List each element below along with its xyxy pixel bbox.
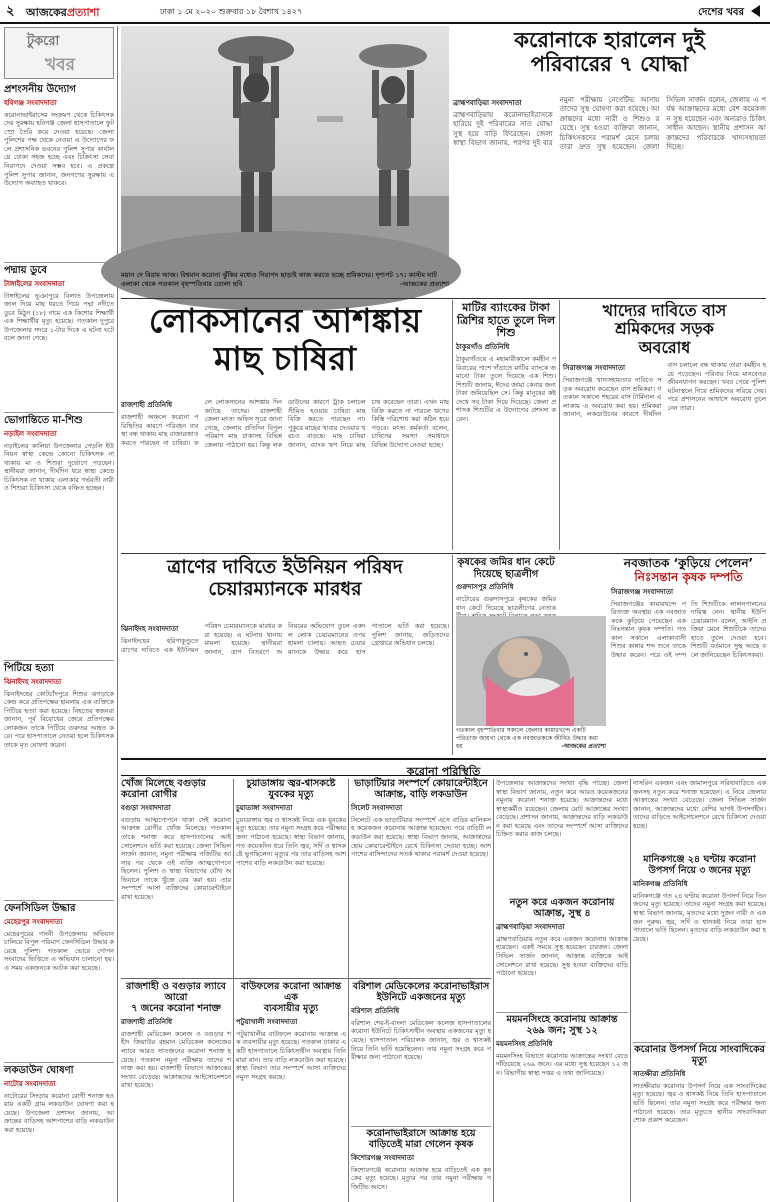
mymensingh-headline — [496, 1015, 628, 1037]
corona-col2-text: চুয়াডাঙ্গায় জ্বর ও শ্বাসকষ্ট নিয়ে এক যুবকের মৃত্যু হয়েছে। তার নমুনা সংগ্রহ করে পরীক্ষার জন্য পাঠানো হয়েছে। স্বাস্থ্য বিভাগ জানায়, গত কয়েকদিন ধরে তিনি জ্বর, সর্দি ও শ্বাসকষ্টে ভুগছিলেন। মৃত্যুর পর তার বাড়িসহ আশপাশের বাড়ি লকডাউন করা হয়েছে। — [236, 815, 346, 867]
ration-byline: ঝিনাইদহ সংবাদদাতা — [121, 625, 179, 633]
bank-text: ঠাকুরগাঁওয়ে এ মহামারীকালে কর্মহীন পরিবারের পাশে দাঁড়াতে মাটির ব্যাংকে জমানো টাকা তুলে দিয়েছে এক শিশু। শিশুটি জানায়, ঈদের জামা কেনার জন্য টাকা জমিয়েছিল সে। কিন্তু মানুষের কষ্ট দেখে সব টাকা দিয়ে দিয়েছে। জেলা প্রশাসক শিশুটির এ উদ্যোগের প্রশংসা করেন। — [456, 354, 556, 423]
workers-title-line2: শ্রমিকদের সড়ক — [615, 319, 714, 339]
bank-divider — [559, 300, 560, 550]
baul-title-line2: ব্যবসায়ীর মৃত্যু — [263, 1002, 319, 1014]
barishal-title-line2: ইউনিটে একজনের মৃত্যু — [376, 991, 466, 1003]
mymensingh-title-line1: ময়মনসিংহে করোনায় আক্রান্ত — [506, 1014, 618, 1025]
lead-body — [453, 96, 766, 294]
sidebar-badge — [4, 27, 114, 79]
new-cases-title-line2: আক্রান্ত, সুস্থ ৪ — [533, 907, 591, 919]
middle-rule — [121, 553, 766, 554]
baby-photo — [456, 616, 606, 726]
farmer-headline — [351, 1129, 491, 1151]
baby-caption-text: গতকাল বৃহস্পতিবার সকালে জেলার কামারখন্দে একটি পরিত্যক্ত জায়গা থেকে এক নবজাতককে জীবিত উদ্ধার করা হয় — [456, 727, 598, 751]
caption-text: ময়ান দে বিরাম আজ। বিশ্বমান করোনা ঝুঁকির মধ্যেও নিরাপদ ছাড়াই কাজ করতে হচ্ছে শ্রমিকদের। দৃশ্যপট ১৭: কাস্টম ঘাট এলাকা থেকে গতকাল বৃহস্পতিবার তোলা ছবি — [121, 271, 437, 288]
fish-divider — [452, 300, 453, 550]
baul-headline — [236, 982, 346, 1015]
sidebar-item-title: ফেনসিডিল উদ্ধার — [4, 903, 76, 914]
lead-headline — [453, 28, 766, 92]
corona-divider-4 — [630, 779, 631, 1202]
corona-section-title: করোনা পরিস্থিতি — [406, 765, 481, 778]
manik-title-line1: মানিকগঞ্জে ২৪ ঘণ্টায় করোনা — [643, 854, 756, 865]
workers-story — [563, 302, 766, 550]
sidebar-item-title: লকডাউন ঘোষণা — [4, 1065, 74, 1076]
corona-col4 — [496, 779, 628, 895]
sidebar-item — [4, 84, 114, 262]
paper-name — [26, 4, 99, 23]
workers-columns — [563, 361, 766, 533]
rajshahi-story — [121, 982, 231, 1202]
new-cases-byline: ব্রাহ্মণবাড়িয়া সংবাদদাতা — [496, 922, 565, 931]
mymensingh-byline: ময়মনসিংহ প্রতিনিধি — [496, 1039, 553, 1048]
fish-title-line2: মাছ চাষিরা — [213, 338, 357, 378]
paper-name-main: আজকের — [26, 6, 67, 19]
lead-text: ব্রাহ্মণবাড়িয়ায় করোনাভাইরাসকে হারিয়ে দুই পরিবারের সাত যোদ্ধা সুস্থ হয়ে বাড়ি ফিরেছেন। জেলা স্বাস্থ্য বিভাগ জানায়, পরপর দুই বার নমুনা পরীক্ষায় নেগেটিভ আসায় তাদের সুস্থ ঘোষণা করা হয়েছে। আক্রান্তদের মধ্যে নারী ও শিশুও রয়েছে। সুস্থ হওয়া ব্যক্তিরা জানান, চিকিৎসকদের পরামর্শ মেনে চলায় তারা দ্রুত সুস্থ হয়েছেন। জেলা সিভিল সার্জন বলেন, জেলায় এ পর্যন্ত আক্রান্তদের মধ্যে বেশ কয়েকজন সুস্থ হয়েছেন এবং অন্যরাও চিকিৎসাধীন আছেন। স্থানীয় প্রশাসন আক্রান্তদের পরিবারকে খাদ্যসহায়তা দিচ্ছে। — [453, 96, 766, 151]
journalist-title: করোনার উপসর্গ নিয়ে সাংবাদিকের মৃত্যু — [634, 1044, 765, 1066]
sidebar-item-text: মেহেরপুরের গাংনী উপজেলায় অভিযান চালিয়ে বিপুল পরিমাণ ফেনসিডিল উদ্ধার করেছে পুলিশ। গতকাল ভোরে গোপন সংবাদের ভিত্তিতে এ অভিযান চালানো হয়। এ সময় একজনকে আটক করা হয়েছে। — [4, 929, 114, 972]
baul-text: পটুয়াখালীর বাউফলে করোনায় আক্রান্ত এক ব্যবসায়ীর মৃত্যু হয়েছে। গতকাল ঢাকার একটি হাসপাতালে চিকিৎসাধীন অবস্থায় তিনি মারা যান। তার বাড়ি লকডাউন করা হয়েছে। স্বাস্থ্য বিভাগ তার সংস্পর্শে আসা ব্যক্তিদের নমুনা সংগ্রহ করছে। — [236, 1029, 346, 1081]
corona-col1-title: খোঁজ মিলেছে বগুড়ার করোনা রোগীর — [121, 778, 206, 800]
section-name: দেশের খবর — [698, 7, 744, 18]
dateline: ঢাকা ১ মে ২০২০ শুক্রবার ১৮ বৈশাখ ১৪২৭ — [160, 7, 303, 16]
badge-top: টুকরো — [27, 34, 60, 49]
sidebar-item — [4, 412, 114, 660]
rajshahi-byline: রাজশাহী প্রতিনিধি — [121, 1017, 173, 1026]
workers-headline — [563, 302, 766, 357]
sidebar-item — [4, 660, 114, 900]
baby-photo-art — [456, 616, 606, 726]
farmer-title-line2: বাড়িতেই মারা গেলেন কৃষক — [368, 1138, 474, 1150]
baul-story — [236, 982, 346, 1202]
baby-title-line1: নবজাতক ‘কুড়িয়ে পেলেন’ — [623, 556, 754, 570]
harvest-byline: গুরুদাসপুর প্রতিনিধি — [456, 583, 514, 591]
lead-title-line1: করোনাকে হারালেন দুই — [514, 28, 705, 52]
baul-byline: পটুয়াখালী সংবাদদাতা — [236, 1017, 298, 1026]
new-cases-headline — [496, 898, 628, 920]
corona-col1-text: বগুড়ায় আত্মগোপনে থাকা সেই করোনা আক্রান্ত রোগীর খোঁজ মিলেছে। গতকাল তাকে শনাক্ত করে হাসপাতালের আইসোলেশনে ভর্তি করা হয়েছে। জেলা সিভিল সার্জন জানান, নমুনা পরীক্ষায় পজিটিভ আসার পর থেকে ওই ব্যক্তি আত্মগোপনে ছিলেন। পুলিশ ও স্বাস্থ্য বিভাগের যৌথ অভিযানে তাকে খুঁজে বের করা হয়। তার সংস্পর্শে আসা ব্যক্তিদের কোয়ারেন্টাইনে রাখা হয়েছে। — [121, 815, 231, 902]
workers-text: সিরাজগঞ্জে খাদ্যসহায়তার দাবিতে সড়ক অবরোধ করেছেন বাস শ্রমিকরা। গতকাল সকালে শহরের বাস টার্মিনাল এলাকায় এ অবরোধ করা হয়। শ্রমিকরা জানান, লকডাউনের কারণে দীর্ঘদিন বাস চলাচল বন্ধ থাকায় তারা কর্মহীন হয়ে পড়েছেন। পরিবার নিয়ে মানবেতর জীবনযাপন করছেন। খবর পেয়ে পুলিশ ঘটনাস্থলে গিয়ে শ্রমিকদের সরিয়ে দেয়। পরে প্রশাসনের আশ্বাসে অবরোধ তুলে নেন তারা। — [563, 361, 766, 419]
sidebar-item — [4, 262, 114, 412]
workers-byline: সিরাজগঞ্জ সংবাদদাতা — [563, 364, 626, 373]
bank-title: মাটির ব্যাংকের টাকা ত্রিশির হাতে তুলে দিল শিশু — [456, 301, 556, 340]
bank-story — [456, 302, 556, 550]
corona-inner-rule — [121, 978, 491, 979]
sidebar-item-text: ঝিনাইদহের কোটচাঁদপুরে শিশুর ঝগড়াকে কেন্দ্র করে প্রতিপক্ষের হামলায় এক ব্যক্তিকে পিটিয়ে হত্যা করা হয়েছে। নিহতের স্বজনরা জানান, পূর্ব বিরোধের জেরে প্রতিপক্ষের লোকজন তাকে পিটিয়ে গুরুতর আহত করে। পরে হাসপাতালে নেওয়া হলে চিকিৎসক তাকে মৃত ঘোষণা করেন। — [4, 689, 114, 749]
workers-photo-art — [121, 26, 449, 270]
lead-byline: ব্রাহ্মণবাড়িয়া সংবাদদাতা — [453, 99, 522, 107]
farmer-story — [351, 1126, 491, 1202]
fish-body — [121, 398, 449, 550]
fish-byline: রাজশাহী প্রতিনিধি — [121, 401, 173, 409]
manik-byline: মানিকগঞ্জ প্রতিনিধি — [633, 879, 688, 888]
corona-col2-title: চুয়াডাঙ্গায় জ্বর-শ্বাসকষ্টে যুবকের মৃত্যু — [246, 778, 336, 800]
journalist-story — [633, 1042, 766, 1202]
sidebar-news — [4, 84, 114, 1202]
harvest-title: কৃষকের জমির ধান কেটে দিয়েছে ছাত্রলীগ — [457, 557, 555, 580]
mymensingh-text: ময়মনসিংহ বিভাগে করোনায় আক্রান্তের সংখ্যা বেড়ে দাঁড়িয়েছে ২৬৯ জনে। এর মধ্যে সুস্থ হয়েছেন ১২ জন। বিভাগীয় স্বাস্থ্য দপ্তর এ তথ্য জানিয়েছে। — [496, 1051, 628, 1077]
sidebar-item-title: প্রশংসনীয় উদ্যোগ — [4, 84, 76, 95]
baby-text: সিরাজগঞ্জের কামারখন্দে পরিত্যক্ত অবস্থায় এক নবজাতককে কুড়িয়ে পেয়েছেন এক নিঃসন্তান কৃষক দম্পতি। গতকাল সকালে এলাকাবাসী শিশুর কান্নার শব্দ শুনে তাকে উদ্ধার করেন। পরে ওই দম্পতি শিশুটিকে লালনপালনের দায়িত্ব নেন। স্থানীয় ইউপি চেয়ারম্যান বলেন, আইনি প্রক্রিয়া মেনে শিশুটিকে তাদের হাতে তুলে দেওয়া হবে। শিশুটি বর্তমানে সুস্থ আছে বলে জানিয়েছেন চিকিৎসকরা। — [611, 599, 766, 660]
farmer-text: কিশোরগঞ্জে করোনায় আক্রান্ত হয়ে বাড়িতেই এক কৃষকের মৃত্যু হয়েছে। মৃত্যুর পর তার নমুনা পরীক্ষায় পজিটিভ আসে। — [351, 1165, 491, 1191]
manik-title-line2: উপসর্গ নিয়ে ৩ জনের মৃত্যু — [648, 864, 751, 876]
baby-headline — [611, 557, 766, 585]
mymensingh-story — [496, 1012, 628, 1202]
sidebar-item-byline: টাঙ্গাইলের সংবাদদাতা — [4, 279, 65, 288]
baby-byline: সিরাজগঞ্জ সংবাদদাতা — [611, 587, 674, 596]
corona-divider-3 — [493, 779, 494, 1202]
baul-title-line1: বাউফলের করোনা আক্রান্ত এক — [240, 981, 342, 1003]
ration-title-line2: চেয়ারম্যানকে মারধর — [208, 577, 362, 600]
sidebar-item-byline: হবিগঞ্জ সংবাদদাতা — [4, 98, 57, 107]
section-arrow-icon — [751, 5, 760, 17]
fish-text: রাজশাহী অঞ্চলে করোনা পরিস্থিতির কারণে পরিবহন ব্যবস্থা বন্ধ থাকায় মাছ বাজারজাত করতে পারছেন না চাষিরা। ফলে লোকসানের আশঙ্কায় দিন কাটছে তাদের। রাজশাহী জেলা মৎস্য অফিস সূত্রে জানা গেছে, জেলায় প্রতিদিন বিপুল পরিমাণ মাছ ঢাকাসহ বিভিন্ন জেলায় পাঠানো হয়। কিন্তু লকডাউনের কারণে ট্রাক চলাচল সীমিত হওয়ায় চাষিরা মাছ বিক্রি করতে পারছেন না। পুকুরে মাছের খাবার দেওয়ার খরচও বাড়ছে। মাছ চাষিরা জানান, ব্যাংক ঋণ নিয়ে মাছ চাষ করেছেন তারা। এখন মাছ বিক্রি করতে না পারলে ঋণের কিস্তি পরিশোধ করা কঠিন হয়ে পড়বে। মৎস্য কর্মকর্তা বলেন, চাষিদের সমস্যা সমাধানে বিভিন্ন উদ্যোগ নেওয়া হচ্ছে। — [121, 398, 449, 449]
baby-title-line2: নিঃসন্তান কৃষক দম্পতি — [634, 569, 743, 584]
new-cases-title-line1: নতুন করে একজন করোনায় — [509, 897, 615, 908]
barishal-headline — [351, 982, 491, 1004]
fish-headline — [121, 302, 449, 394]
rajshahi-headline — [121, 982, 231, 1015]
sidebar-item-text: করোনাভাইরাসের সংক্রমণ থেকে চিকিৎসকদের সুরক্ষায় হবিগঞ্জ জেলা হাসপাতালে ফুট স্প্রে তৈরি করে দেওয়া হয়েছে। জেলা পুলিশের পক্ষ থেকে নেওয়া এ উদ্যোগের ফলে প্রশাসনিক ভবনের পুলিশ সুপার কার্যালয়ে ঢোকা সহজ হচ্ছে এবং চিকিৎসা সেবা নিরাপদে দেওয়া সম্ভব হবে। এ প্রকল্পে পুলিশ সুপার জানান, জনগণের সুরক্ষায় এ উদ্যোগ অব্যাহত থাকবে। — [4, 110, 114, 188]
ration-title-line1: ত্রাণের দাবিতে ইউনিয়ন পরিষদ — [167, 556, 403, 578]
sidebar-item-byline: মেহেরপুর সংবাদদাতা — [4, 917, 63, 926]
sidebar-divider — [117, 26, 118, 1202]
journalist-text: সাতক্ষীরায় করোনার উপসর্গ নিয়ে এক সাংবাদিকের মৃত্যু হয়েছে। জ্বর ও শ্বাসকষ্ট নিয়ে তিনি হাসপাতালে ভর্তি ছিলেন। তার নমুনা সংগ্রহ করে পরীক্ষার জন্য পাঠানো হয়েছে। তার মৃত্যুতে স্থানীয় সাংবাদিকরা শোক প্রকাশ করেছেন। — [633, 1081, 766, 1125]
manik-story — [633, 855, 766, 1038]
corona-col1-byline: বগুড়া সংবাদদাতা — [121, 803, 171, 812]
sidebar-item-byline: নাটোর সংবাদদাতা — [4, 1079, 56, 1088]
sidebar-item-title: পিটিয়ে হত্যা — [4, 663, 54, 674]
fish-title-line1: লোকসানের আশঙ্কায় — [148, 301, 422, 340]
workers-photo — [121, 26, 449, 270]
corona-col1 — [121, 779, 231, 975]
barishal-text: বরিশাল শের-ই-বাংলা মেডিকেল কলেজ হাসপাতালের করোনা ইউনিটে চিকিৎসাধীন অবস্থায় একজনের মৃত্যু হয়েছে। হাসপাতাল পরিচালক জানান, জ্বর ও শ্বাসকষ্ট নিয়ে তিনি ভর্তি হয়েছিলেন। তার নমুনা সংগ্রহ করে পরীক্ষার জন্য পাঠানো হয়েছে। — [351, 1018, 491, 1062]
corona-divider-1 — [233, 779, 234, 1202]
lead-title-line2: পরিবারের ৭ যোদ্ধা — [530, 52, 689, 77]
corona-col3-byline: সিলেট সংবাদদাতা — [351, 803, 403, 812]
baby-story — [611, 557, 766, 755]
journalist-byline: সাতক্ষীরা প্রতিনিধি — [633, 1069, 686, 1078]
baby-caption-credit: -আজকের প্রত্যাশা — [561, 743, 606, 751]
sidebar-item-title: পদ্মায় ডুবে — [4, 265, 47, 276]
caption-credit: -আজকের প্রত্যাশা — [399, 279, 449, 288]
sidebar-item-byline: ঝিনাইদহ সংবাদদাতা — [4, 677, 62, 686]
corona-col2-byline: চুয়াডাঙ্গা সংবাদদাতা — [236, 803, 293, 812]
page-number: ২ — [6, 4, 15, 19]
workers-title-line3: অবরোধ — [638, 337, 691, 357]
corona-col3 — [351, 779, 491, 975]
harvest-text: নাটোরের গুরুদাসপুরে কৃষকের জমির ধান কেটে দিয়েছে ছাত্রলীগের নেতাক — [456, 595, 556, 612]
sidebar-item — [4, 1062, 114, 1192]
rajshahi-text: রাজশাহী মেডিকেল কলেজ ও বগুড়ার শহীদ জিয়াউর রহমান মেডিকেল কলেজের ল্যাবে আরও সাতজনের করোনা শনাক্ত হয়েছে। গতকাল নমুনা পরীক্ষায় তাদের শনাক্ত করা হয়। রাজশাহী বিভাগে আক্রান্তের সংখ্যা বেড়েছে। আক্রান্তদের আইসোলেশনে রাখা হয়েছে। — [121, 1029, 231, 1090]
new-cases-text: ব্রাহ্মণবাড়িয়ায় নতুন করে একজন করোনায় আক্রান্ত হয়েছেন। একই সময়ে সুস্থ হয়েছেন চারজন। জেলা সিভিল সার্জন জানান, আক্রান্ত ব্যক্তিকে আইসোলেশনে রাখা হয়েছে। সুস্থ হওয়া ব্যক্তিদের বাড়ি পাঠানো হয়েছে। — [496, 934, 628, 978]
corona-section-banner — [121, 758, 766, 776]
sidebar-item-title: ভোগান্তিতে মা-শিশু — [4, 415, 83, 426]
manik-text: মানিকগঞ্জে গত ২৪ ঘণ্টায় করোনা উপসর্গ নিয়ে তিনজনের মৃত্যু হয়েছে। তাদের নমুনা সংগ্রহ করা হয়েছে। স্বাস্থ্য বিভাগ জানায়, মৃতদের মধ্যে দুজন নারী ও একজন পুরুষ। জ্বর, সর্দি ও শ্বাসকষ্ট নিয়ে তারা হাসপাতালে ভর্তি ছিলেন। মৃতদের বাড়ি লকডাউন করা হয়েছে। — [633, 891, 766, 943]
sidebar-item-text: নড়াইলের কালিয়া উপজেলার পেড়লি ইউনিয়ন স্বাস্থ্য কেন্দ্রে কোনো চিকিৎসক না থাকায় মা ও শিশুরা দুর্ভোগে পড়ছেন। স্থানীয়রা জানান, দীর্ঘদিন ধরে স্বাস্থ্য কেন্দ্রে চিকিৎসক না থাকায় এলাকার গর্ভবতী নারী ও শিশুরা চিকিৎসা থেকে বঞ্চিত হচ্ছেন। — [4, 441, 114, 493]
barishal-story — [351, 982, 491, 1122]
corona-col5-text: নাসরিন একজন এবং জামালপুরে সরিষাবাড়িতে একজনসহ নতুন করে শনাক্ত হয়েছেন। এ নিয়ে জেলায় আক্রান্তের সংখ্যা বেড়েছে। জেলা সিভিল সার্জন জানান, আক্রান্তদের মধ্যে বেশির ভাগই উপসর্গহীন। তাদের বাড়িতে আইসোলেশনে রেখে চিকিৎসা দেওয়া হচ্ছে। — [633, 779, 766, 830]
corona-col2 — [236, 779, 346, 975]
farmer-byline: কিশোরগঞ্জ সংবাদদাতা — [351, 1153, 414, 1162]
ration-body — [121, 622, 449, 754]
rajshahi-title-line2: ৭ জনের করোনা শনাক্ত — [131, 1002, 221, 1014]
barishal-byline: বরিশাল প্রতিনিধি — [351, 1006, 400, 1015]
baby-photo-caption — [456, 727, 606, 755]
ration-headline — [121, 557, 449, 619]
rajshahi-title-line1: রাজশাহী ও বগুড়ার ল্যাবে আরো — [126, 981, 226, 1003]
workers-photo-caption — [121, 271, 449, 295]
bank-byline: ঠাকুরগাঁও প্রতিনিধি — [456, 342, 510, 351]
masthead-rule — [0, 22, 770, 24]
farmer-title-line1: করোনাভাইরাসে আক্রান্ত হয়ে — [366, 1128, 476, 1139]
corona-col5 — [633, 779, 766, 851]
workers-title-line1: খাদ্যের দাবিতে বাস — [602, 301, 727, 320]
sidebar-item-text: টাঙ্গাইলের ভূঞাপুরে বিলাত উপজেলায় জাল দিয়ে মাছ ধরতে গিয়ে পদ্মা নদীতে ডুবে মিঠুন (১৮) নামে এক কিশোর শিক্ষার্থী এক শিক্ষার্থীর মৃত্যু হয়েছে। গতকাল দুপুরে উপজেলার সদরে ১-টার দিকে এ ঘটনা ঘটে বলে জানা গেছে। — [4, 291, 114, 343]
corona-col3-text: সিলেটে এক ভাড়াটিয়ার সংস্পর্শে এসে বাড়ির মালিকসহ কয়েকজন করোনায় আক্রান্ত হয়েছেন। পরে বাড়িটি লকডাউন করা হয়েছে। স্বাস্থ্য বিভাগ জানায়, আক্রান্তদের হোম কোয়ারেন্টাইনে রেখে চিকিৎসা দেওয়া হচ্ছে। আশপাশের বাসিন্দাদের সতর্ক থাকার পরামর্শ দেওয়া হয়েছে। — [351, 815, 491, 859]
paper-name-accent: প্রত্যাশা — [66, 6, 100, 19]
badge-bottom: খবর — [45, 55, 75, 75]
ration-divider — [452, 555, 453, 755]
sidebar-item-text: নাটোরের সিংড়ায় করোনা রোগী শনাক্ত হওয়ায় একটি গ্রাম লকডাউন ঘোষণা করা হয়েছে। উপজেলা প্রশাসন জানায়, আক্রান্তের বাড়িসহ আশপাশের বাড়ি লকডাউন করা হয়েছে। — [4, 1091, 114, 1134]
upper-rule — [121, 298, 766, 299]
mymensingh-title-line2: ২৬৯ জন; সুস্থ ১২ — [526, 1024, 598, 1036]
masthead — [0, 0, 770, 22]
ration-text: ঝিনাইদহের হরিণাকুণ্ডুতে ত্রাণের দাবিতে এক ইউনিয়ন পরিষদ চেয়ারম্যানকে মারধর করা হয়েছে। এ ঘটনায় থানায় মামলা হয়েছে। স্থানীয়রা জানান, ত্রাণ বিতরণে অনিয়মের অভিযোগ তুলে একদল লোক চেয়ারম্যানের ওপর হামলা চালায়। আহত চেয়ারম্যানকে উদ্ধার করে হাসপাতালে ভর্তি করা হয়েছে। পুলিশ জানায়, জড়িতদের গ্রেপ্তারে অভিযান চলছে। — [121, 622, 449, 656]
barishal-title-line1: বরিশাল মেডিকেলের করোনাভাইরাস — [352, 981, 490, 992]
manik-headline — [633, 855, 766, 877]
corona-divider-2 — [348, 779, 349, 1202]
new-cases-story — [496, 898, 628, 1008]
corona-col4-text: উপজেলার আক্রান্তদের সংখ্যা বৃদ্ধি পাচ্ছে। জেলা স্বাস্থ্য বিভাগ জানায়, নতুন করে আরও কয়েকজনের নমুনায় করোনা শনাক্ত হয়েছে। আক্রান্তদের মধ্যে স্বাস্থ্যকর্মীও রয়েছেন। জেলায় মোট আক্রান্তের সংখ্যা বেড়েছে। প্রশাসন জানায়, আক্রান্তদের বাড়ি লকডাউন করা হয়েছে এবং তাদের সংস্পর্শে আসা ব্যক্তিদের চিহ্নিত করার কাজ চলছে। — [496, 779, 628, 839]
sidebar-item-byline: নড়াইল সংবাদদাতা — [4, 429, 57, 438]
corona-col3-title: ভাড়াটিয়ার সংস্পর্শে কোয়ারেন্টাইনে আক্রান্ত, বাড়ি লকডাউন — [354, 778, 488, 800]
sidebar-item — [4, 900, 114, 1062]
